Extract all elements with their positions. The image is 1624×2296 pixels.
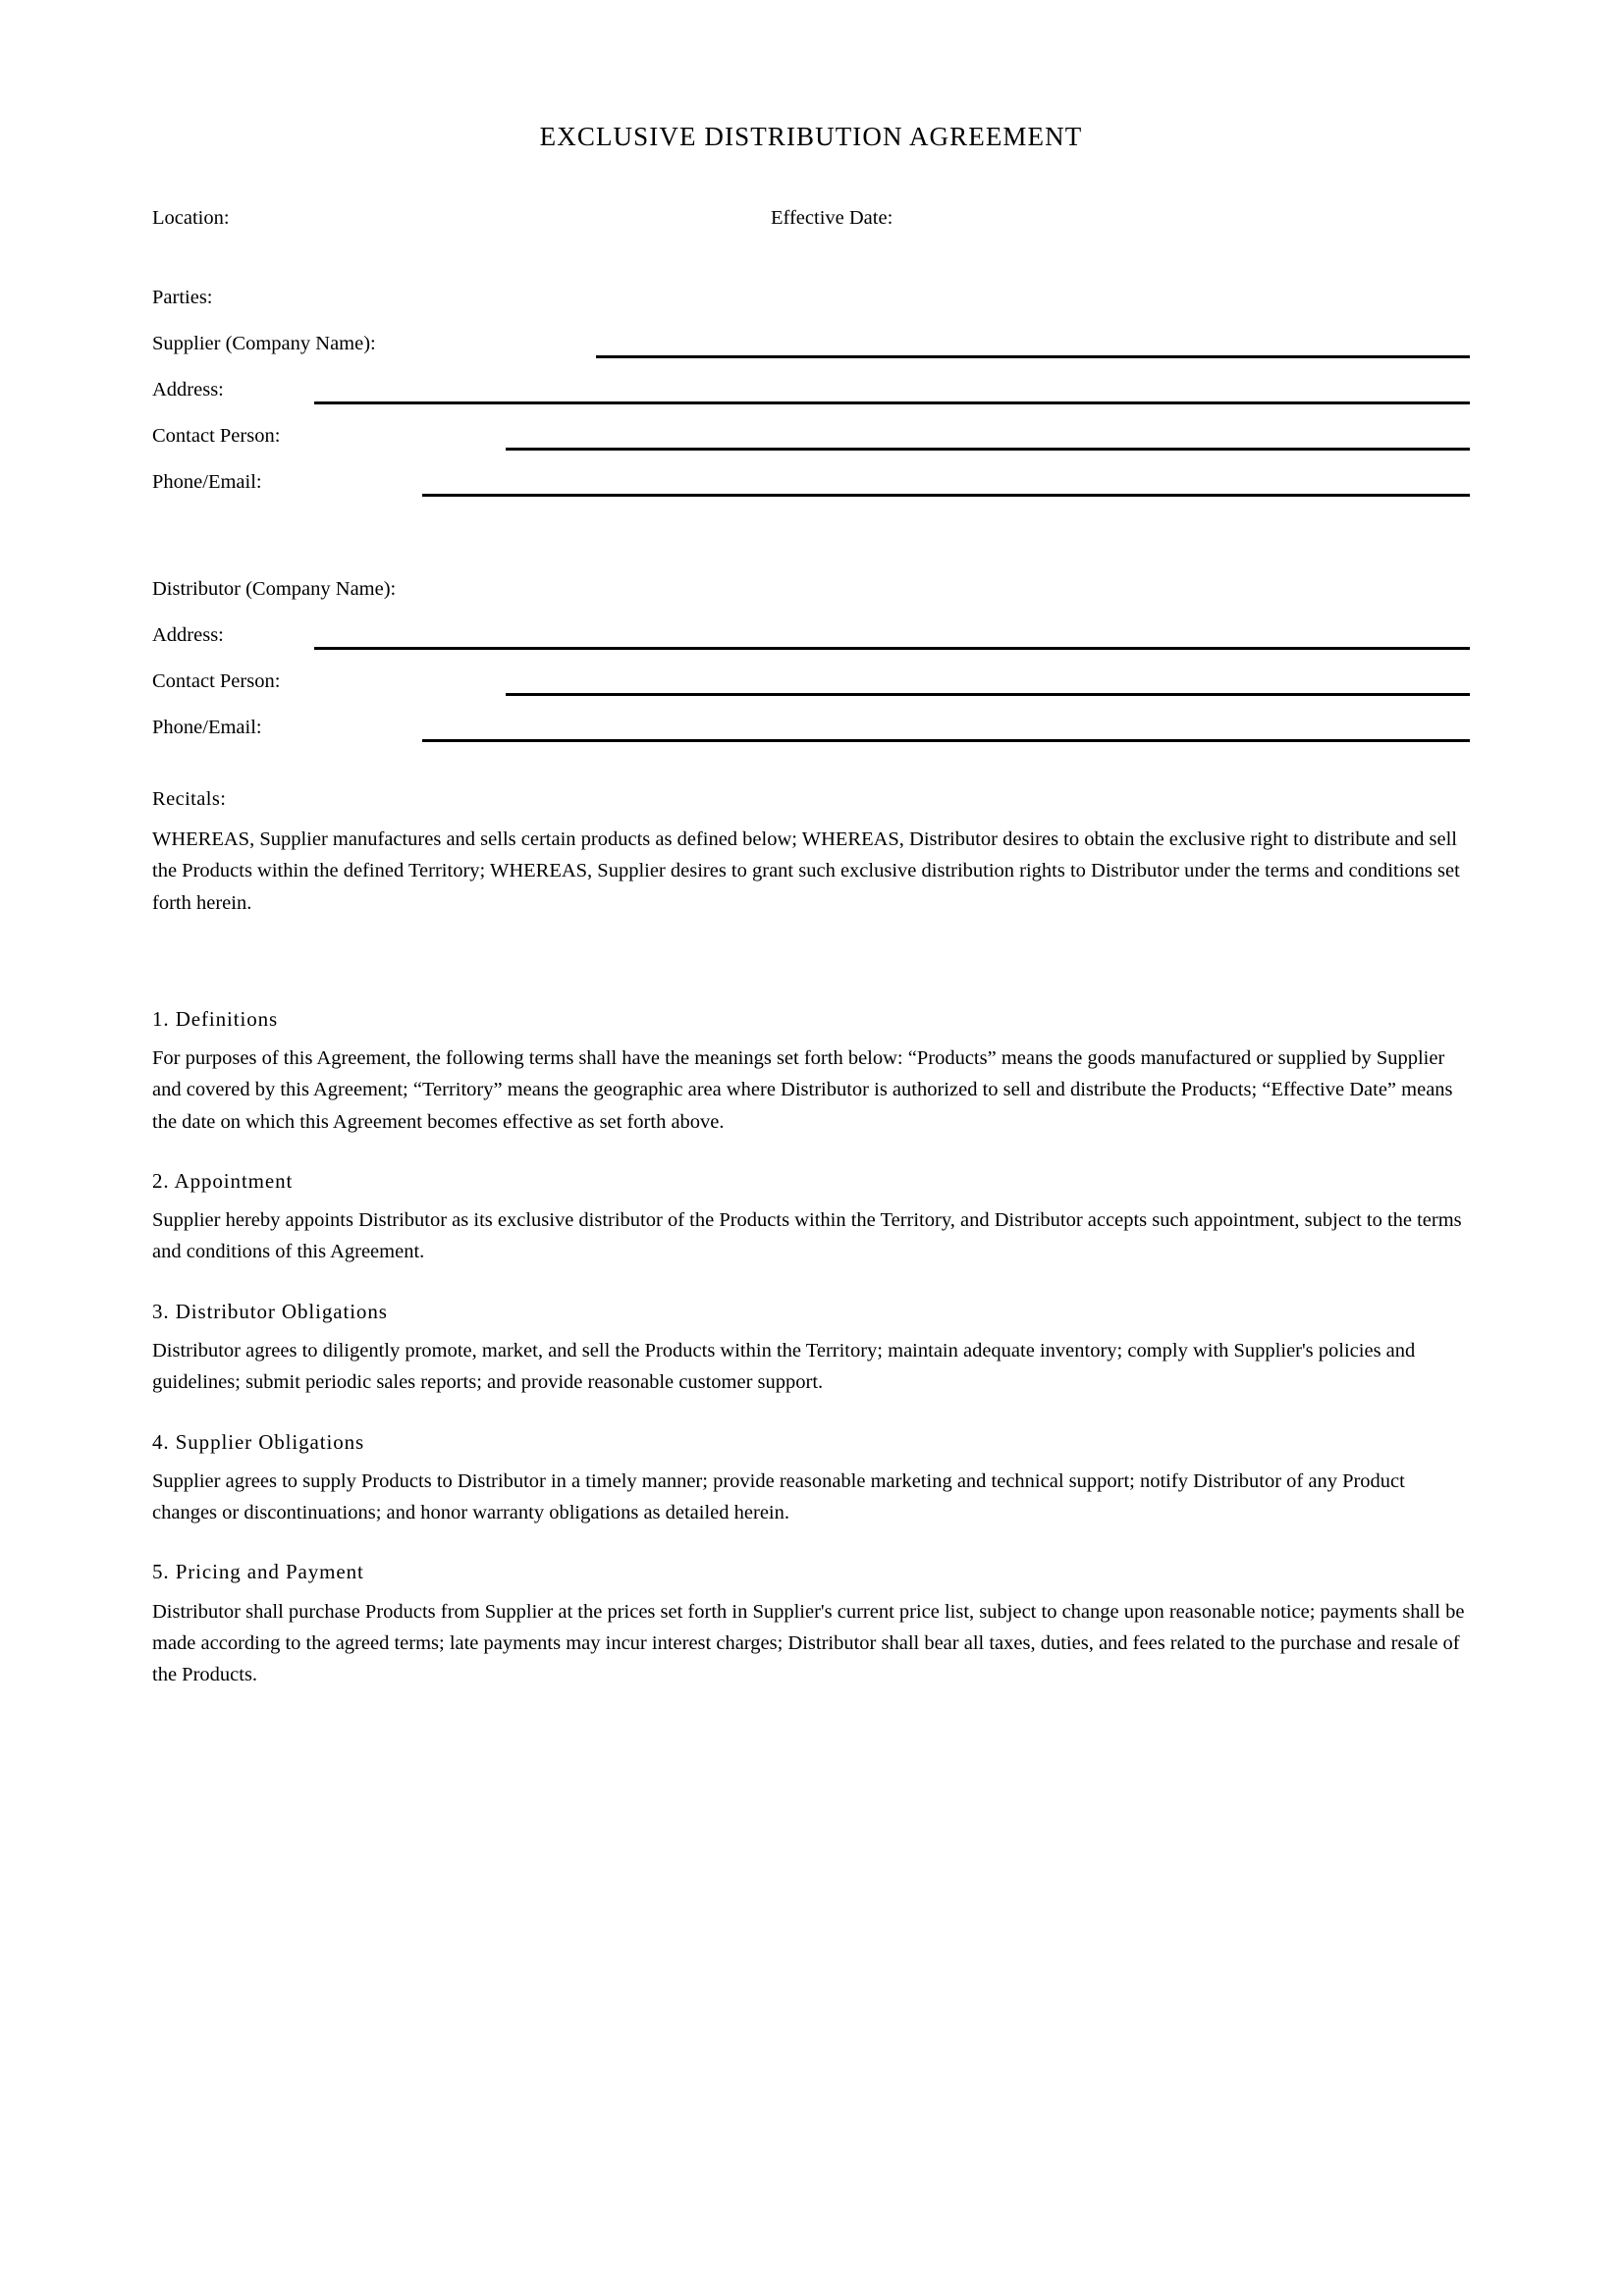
section-definitions [152, 1003, 1470, 1138]
distributor-company-row [152, 566, 1470, 613]
supplier-contact-label: Contact Person: [152, 413, 286, 459]
supplier-address-row [152, 367, 1470, 413]
section-supplier-obligations [152, 1426, 1470, 1529]
supplier-company-input[interactable] [596, 355, 1470, 358]
section-text-5: Distributor shall purchase Products from Supplier at the prices set forth in Supplier's current price list, subject to change upon reasonable notice; payments shall be made according to the agreed terms; late payments may incur interest charges; Distributor shall bear all taxes, duties, and fees related to the purchase and resale of the Products. [152, 1600, 1465, 1686]
spacer [152, 241, 1470, 275]
section-heading-1: 1. Definitions [152, 1006, 279, 1031]
distributor-address-label: Address: [152, 613, 230, 659]
section-heading-5: 5. Pricing and Payment [152, 1560, 364, 1584]
recitals-section [152, 784, 1470, 918]
section-heading-3: 3. Distributor Obligations [152, 1299, 388, 1323]
spacer [152, 1458, 1470, 1466]
supplier-contact-input[interactable] [506, 448, 1470, 451]
spacer [152, 1268, 1470, 1296]
distributor-phone-email-label: Phone/Email: [152, 705, 268, 751]
section-text-2: Supplier hereby appoints Distributor as its exclusive distributor of the Products within the Territory, and Distributor accepts such appointment, subject to the terms and conditions of this Agreement. [152, 1209, 1462, 1263]
distributor-block [152, 566, 1470, 751]
spacer [152, 1035, 1470, 1042]
distributor-contact-input[interactable] [506, 693, 1470, 696]
spacer [152, 751, 1470, 784]
distributor-contact-row [152, 659, 1470, 705]
recitals-text: WHEREAS, Supplier manufactures and sells certain products as defined below; WHEREAS, Distributor desires to obtain the exclusive right to distribute and sell the Products within the defined Territory; WHEREAS, Supplier desires to grant such exclusive distribution rights to Distributor under the terms and conditions set forth herein. [152, 828, 1460, 914]
section-text-3: Distributor agrees to diligently promote, market, and sell the Products within the Territory; maintain adequate inventory; comply with Supplier's policies and guidelines; submit periodic sales reports; and provide reasonable customer support. [152, 1340, 1416, 1394]
distributor-contact-label: Contact Person: [152, 659, 286, 705]
supplier-contact-row [152, 413, 1470, 459]
distributor-phone-email-row [152, 705, 1470, 751]
location-label: Location: [152, 207, 230, 230]
parties-heading: Parties: [152, 275, 219, 321]
distributor-address-row [152, 613, 1470, 659]
spacer [152, 1197, 1470, 1204]
recitals-heading: Recitals: [152, 788, 227, 811]
section-appointment [152, 1165, 1470, 1268]
section-text-4: Supplier agrees to supply Products to Distributor in a timely manner; provide reasonable marketing and technical support; notify Distributor of any Product changes or discontinuations; and honor warranty obligations as detailed herein. [152, 1470, 1405, 1524]
effective-date-label: Effective Date: [771, 207, 893, 230]
supplier-phone-email-input[interactable] [422, 494, 1470, 497]
supplier-phone-email-row [152, 459, 1470, 506]
spacer [152, 816, 1470, 824]
document-content [152, 0, 1470, 1690]
supplier-block [152, 321, 1470, 506]
spacer [152, 1138, 1470, 1165]
distributor-company-label: Distributor (Company Name): [152, 566, 402, 613]
supplier-address-label: Address: [152, 367, 230, 413]
header-fields-row [152, 195, 1470, 241]
page-title: EXCLUSIVE DISTRIBUTION AGREEMENT [539, 122, 1083, 151]
distributor-phone-email-input[interactable] [422, 739, 1470, 742]
section-distributor-obligations [152, 1296, 1470, 1399]
spacer [152, 919, 1470, 1003]
spacer [152, 1327, 1470, 1335]
supplier-phone-email-label: Phone/Email: [152, 459, 268, 506]
spacer [152, 152, 1470, 195]
section-heading-2: 2. Appointment [152, 1168, 294, 1193]
supplier-company-row [152, 321, 1470, 367]
section-text-1: For purposes of this Agreement, the following terms shall have the meanings set forth below: “Products” means the goods manufactured or supplied by Supplier and covered by this Agreement; “Territory” means the geographic area where Distributor is authorized to sell and distribute the Products; “Effective Date” means the date on which this Agreement becomes effective as set forth above. [152, 1047, 1453, 1133]
parties-heading-row [152, 275, 1470, 321]
spacer [152, 1588, 1470, 1596]
section-pricing-and-payment [152, 1556, 1470, 1690]
spacer [152, 506, 1470, 566]
spacer [152, 1399, 1470, 1426]
section-heading-4: 4. Supplier Obligations [152, 1429, 365, 1454]
spacer [152, 1528, 1470, 1556]
supplier-address-input[interactable] [314, 401, 1470, 404]
distributor-address-input[interactable] [314, 647, 1470, 650]
supplier-company-label: Supplier (Company Name): [152, 321, 382, 367]
